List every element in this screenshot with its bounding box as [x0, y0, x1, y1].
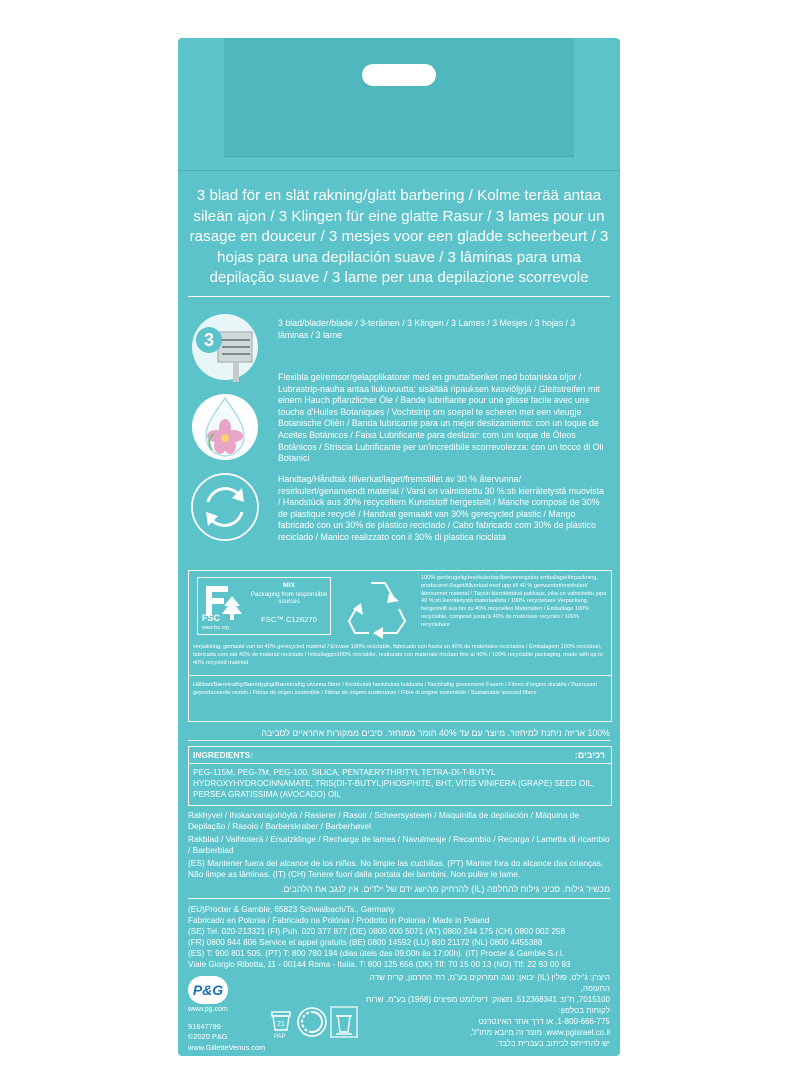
fsc-mix: MIX	[282, 582, 296, 589]
phone-iberia-italy: (ES) T: 900 801 505. (PT) T: 800 780 194 (dias úteis das 09:00h às 17:00h). (IT) Procter & Gamble S.r.l.	[188, 949, 565, 958]
hebrew-line-1: היצרן: ג'ילט, פולין (IL) יבואן: נוגה תמרוקים בע"מ, רח' החרמון, קרית שדה התעופה,	[369, 973, 610, 993]
feature-text-blades: 3 blad/blader/blade / 3-teräinen / 3 Klingen / 3 Lames / 3 Mesjes / 3 hojas / 3 lâminas / 3 lame	[278, 318, 576, 340]
fold-line	[178, 170, 620, 171]
product-code: 91647799	[188, 1022, 221, 1031]
hang-tab	[224, 38, 574, 157]
gillette-venus-url: www.GilletteVenus.com	[188, 1043, 266, 1052]
pap-jar-icon	[270, 1008, 292, 1032]
ingredients-list: PEG-115M, PEG-7M, PEG-100, SILICA, PENTAERYTHRITYL TETRA-DI-T-BUTYL HYDROXYHYDROCINNAMATE, TRIS(DI-T-BUTYL)PHOSPHITE, BHT, VITIS VINIFERA (GRAPE) SEED OIL, PERSEA GRATISSIMA (AVOCADO) OIL	[193, 768, 595, 799]
pg-logo: P&G	[188, 976, 228, 1004]
fsc-code: FSC™ C126270	[261, 615, 317, 624]
refill-names: Rakblad / Vaihtoterä / Ersatzklinge / Recharge de lames / Navulmesje / Recambio / Recarga / Lametta di ricambio / Barberblad	[188, 834, 610, 856]
hang-hole	[362, 64, 436, 86]
hebrew-line-4: www.pgisrael.co.il. מוצר זה מיובא מחו"ל,	[470, 1028, 610, 1037]
green-dot-icon	[296, 1006, 328, 1038]
fsc-label	[197, 577, 331, 635]
sustainable-fibers-text: Hållbart/Bærekraftig/Bæredygtigt/Bærekraftig utvunna fibrer / Kestävästi hankituista kuiduista / Nachhaltig gewonnene Fasern / Fibres d'origine durable / Duurzaam geproduceerde vezels / Fibras de origen sostenible / Fibras de origem sustentável / Fibre di origine sostenibile / Sustainable sourced fibers	[193, 682, 598, 696]
divider	[189, 763, 611, 764]
three-blades-icon	[188, 310, 262, 384]
phone-benelux: (FR) 0800 944 806 Service et appel gratuits (BE) 0800 14592 (LU) 800 21172 (NL) 0800 4455388	[188, 938, 543, 947]
hebrew-line-3: 1-800-666-775, או דרך אתר האינטרנט	[478, 1017, 610, 1026]
hebrew-importer-info	[364, 972, 610, 1049]
headline: 3 blad för en slät rakning/glatt barbering / Kolme terää antaa sileän ajon / 3 Klingen für eine glatte Rasur / 3 lames pour un rasage en douceur / 3 mesjes voor een gladde scheerbeurt / 3 hojas para una depilación suave / 3 lâminas para uma depilação suave / 3 lame per una depilazione scorrevole	[189, 187, 609, 286]
pap-label: PAP	[274, 1034, 286, 1040]
fsc-packaging: Packaging from responsible sources	[250, 591, 328, 606]
hebrew-line-5: יש להתייחס לכיתוב בעברית בלבד.	[495, 1039, 610, 1048]
company-info	[188, 904, 610, 970]
feature-text-lubrastrip: Flexibla gelremsor/gelapplikatorer med en gnutta/beriket med botaniska oljor / Lubrastrip-nauha antaa liukuvuutta: sisältää ripauksen kasviöljyjä / Gleitstreifen mit einem Hauch pflanzlicher Öle / Bande lubrifiante pour une glisse facile avec une touche d'Huiles Botaniques / Vochtstrip om soepel te scheren met een vleugje Botanische Oliën / Banda lubricante para un mejor deslizamiento: con un toque de Aceites Botánicos / Faixa Lubrificante para deslizar: com um toque de Óleos Botânicos / Striscia Lubrificante per un'incredibile scorrevolezza: con un tocco di Oli Botanici	[278, 372, 604, 464]
phone-nordic: (SE) Tel. 020-213321 (FI) Puh. 020 377 877 (DE) 0800 000 5071 (AT) 0800 244 175 (CH) 0800 002 258	[188, 927, 566, 936]
divider	[188, 898, 610, 899]
pg-site: www.pg.com	[188, 1006, 228, 1013]
divider	[189, 675, 611, 676]
hebrew-line-2: 7015100, ח"פ: 512368341. משווק: דיפלומט מפיצים (1968) בע"מ. שרות לקוחות בטלפון:	[365, 995, 610, 1015]
made-in: Fabricado en Polonia / Fabricado na Polónia / Prodotto in Polonia / Made in Poland	[188, 916, 490, 925]
waste-bin-icon	[330, 1006, 358, 1038]
company-address: (EU)Procter & Gamble, 65823 Schwalbach/Ts., Germany	[188, 905, 395, 914]
fsc-logo-text: FSC	[202, 613, 220, 623]
feature-text-recycled-handle: Handtag/Håndtak tillverkat/laget/fremstillet av 30 % återvunna/ resirkulert/genanvendt material / Varsi on valmistettu 30 %:sti kierrätetystä muovista / Handstück aus 30% recyceltem Kunststoff hergestellt / Manche composé de 30% de plastique recyclé / Handvat gemaakt van 30% gerecycled plastic / Mango fabricado con un 30% de plástico reciclado / Cabo fabricado com 30% de plástico reciclado / Manico realizzato con il 30% di plastica riciclata	[278, 474, 604, 542]
sustainability-box	[188, 570, 612, 722]
flower-drop-icon	[188, 390, 262, 464]
safety-warnings: (ES) Mantener fuera del alcance de los niños. No limpie las cuchillas. (PT) Manter fora do alcance das crianças. Não limpe as lâminas. (IT) (CH) Tenere fuori dalla portata dei bambini. Non pulire le lame.	[188, 858, 604, 880]
ingredients-box	[188, 746, 612, 806]
recycle-symbol-icon	[343, 575, 415, 639]
blade-count-badge: 3	[203, 330, 215, 350]
ingredients-title: INGREDIENTS:	[193, 750, 254, 760]
brand-block	[188, 972, 268, 1052]
hebrew-warning: מכשיר גילוח. סכיני גילוח להחלפה (IL) להרחיק מהישג ידם של ילדים. אין לנגב את הלהבים.	[281, 884, 610, 894]
recycle-text: 100% genbrugelig/resirkulerbar/återvinningsbar emballage/förpackning, produceret i/laget/tillverkad med upp till 40 % genvundet/resirkulert/ återvunnet material / Täysin kierrätettävä pakkaus, joka on valmistettu jopa 40 %:sti kierrätetystä materiaalista / 100% recyclebare Verpackung, hergestellt aus bis zu 40% recycelten Materialien / Emballage 100% recyclable, composé jusqu'à 40% de matériaux recyclés / 100% recyclebare	[421, 575, 607, 628]
recycle-text-continued: verpakking, gemaakt van tot 40% gerecycled material / Envase 100% reciclable, fabricado con hasta un 40% de materiales reciclados / Embalagem 100% reciclável, fabricada com até 40% de material reciclado / Imballaggio100% riciclabile, realizzato con materiale riciclato fino al 40% / 100% recyclable packaging, made with up to 40% recycled material	[193, 644, 603, 666]
address-italy: Viale Giorgio Ribotta, 11 - 00144 Roma - Italia. T: 800 125 656 (DK) Tlf: 70 15 00 13 (NO) Tlf: 22 63 00 93	[188, 960, 571, 969]
copyright: ©2020 P&G	[188, 1032, 228, 1041]
divider	[188, 740, 610, 741]
ingredients-title-hebrew: רכיבים:	[574, 750, 605, 760]
package-back	[178, 38, 620, 1056]
divider	[188, 296, 610, 297]
device-names: Rakhyvel / Ihokarvanajohöylä / Rasierer / Rasoir / Scheersysteem / Maquinilla de depilación / Máquina de Depilação / Rasoio / Barberskraber / Barberhøvel	[188, 810, 580, 832]
fsc-site: www.fsc.org	[202, 625, 229, 631]
pap-number: 21	[277, 1021, 285, 1028]
recycle-arrows-icon	[188, 470, 262, 544]
hebrew-recycle-text: 100% אריזה ניתנת למיחזור. מיוצר עם עד 40% חומר ממוחזר. סיבים ממקורות אחראיים לסביבה	[261, 728, 610, 738]
